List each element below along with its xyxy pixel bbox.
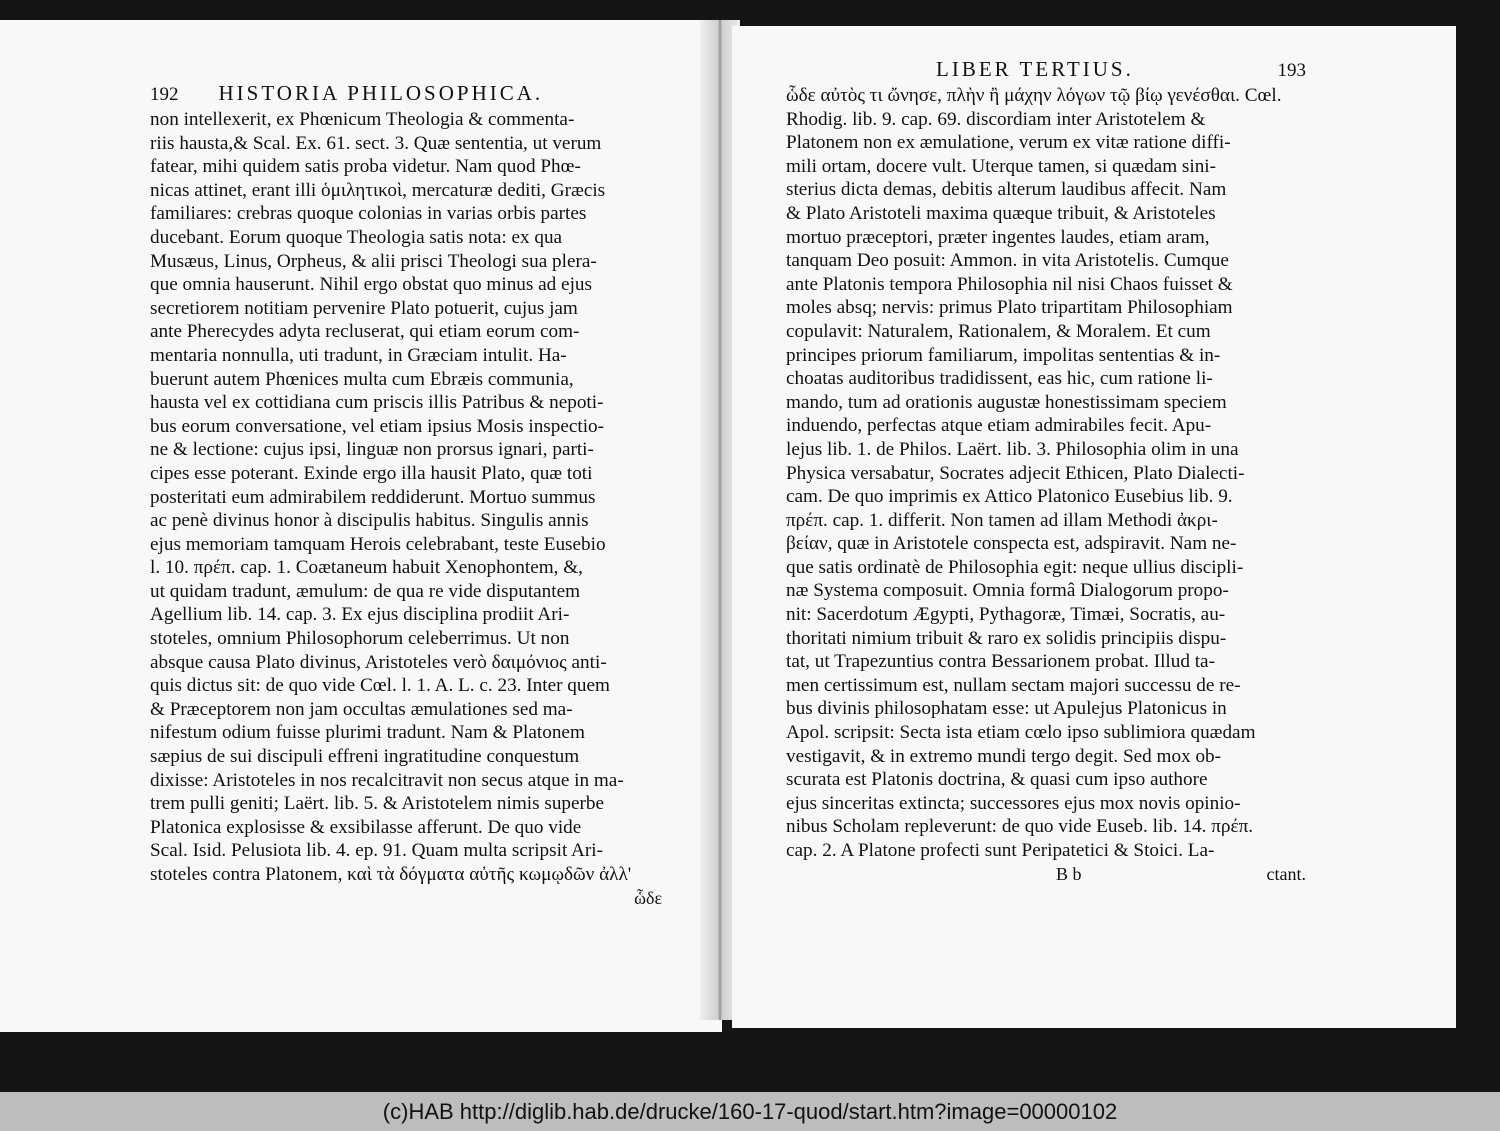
left-text-line: hausta vel ex cottidiana cum priscis illis Patribus & nepoti- [150,392,604,414]
left-text-line: stoteles, omnium Philosophorum celeberrimus. Ut non [150,628,570,650]
right-text-line: cam. De quo imprimis ex Attico Platonico Eusebius lib. 9. [786,486,1233,508]
left-text-line: stoteles contra Platonem, καὶ τὰ δόγματα αὐτῆς κωμῳδῶν ἀλλ' [150,864,632,885]
attribution-bar [0,1092,1500,1131]
left-text-line: trem pulli geniti; Laërt. lib. 5. & Aristotelem nimis superbe [150,793,605,815]
attribution-text: (c)HAB http://diglib.hab.de/drucke/160-17-quod/start.htm?image=00000102 [382,1098,1118,1124]
right-text-line: næ Systema composuit. Omnia formâ Dialogorum propo- [786,580,1229,602]
right-text-line: Physica versabatur, Socrates adjecit Ethicen, Plato Dialecti- [786,462,1245,484]
right-text-line: Rhodig. lib. 9. cap. 69. discordiam inter Aristotelem & [786,108,1206,130]
right-text-line: nibus Scholam repleverunt: de quo vide Euseb. lib. 14. πρέπ. [786,816,1254,838]
left-text-line: & Præceptorem non jam occultas æmulationes sed ma- [150,698,573,720]
right-catchword: ctant. [1266,863,1306,884]
left-text-line: quis dictus sit: de quo vide Cœl. l. 1. A. L. c. 23. Inter quem [150,675,610,697]
left-running-head [150,80,682,108]
left-text-line: mentaria nonnulla, uti tradunt, in Græciam intulit. Ha- [150,344,567,366]
left-body-text [150,108,682,887]
left-text-line: ut quidam tradunt, æmulum: de qua re vide disputantem [150,580,581,602]
left-text-line: Scal. Isid. Pelusiota lib. 4. ep. 91. Quam multa scripsit Ari- [150,840,603,862]
right-text-line: cap. 2. A Platone profecti sunt Peripatetici & Stoici. La- [786,840,1215,861]
right-body-text [786,84,1306,863]
left-text-line: fatear, mihi quidem satis proba videtur. Nam quod Phœ- [150,156,581,178]
left-text-line: Musæus, Linus, Orpheus, & alii prisci Theologi sua plera- [150,250,597,272]
left-text-line: absque causa Plato divinus, Aristoteles verò δαιμόνιος anti- [150,651,607,673]
right-text-line: choatas auditoribus tradidissent, eas hic, cum ratione li- [786,368,1213,390]
right-text-line: moles absq; nervis: primus Plato tripartitam Philosophiam [786,297,1233,319]
right-text-line: Platonem non ex æmulatione, verum ex vitæ ratione diffi- [786,132,1231,154]
left-text-line: nicas attinet, erant illi ὁμιλητικοὶ, mercaturæ dediti, Græcis [150,179,606,201]
right-text-line: vestigavit, & in extremo mundi tergo degit. Sed mox ob- [786,745,1222,767]
left-text-line: cipes esse poterant. Exinde ergo illa hausit Plato, quæ toti [150,462,593,484]
left-text-line: sæpius de sui discipuli effreni ingratitudine conquestum [150,746,580,768]
left-text-line: Agellium lib. 14. cap. 3. Ex ejus disciplina prodiit Ari- [150,604,570,626]
right-text-line: mando, tum ad orationis augustæ honestissimam speciem [786,391,1227,413]
right-text-line: nit: Sacerdotum Ægypti, Pythagoræ, Timæi, Socratis, au- [786,604,1226,626]
right-text-line: ante Platonis tempora Philosophia nil nisi Chaos fuisset & [786,273,1233,295]
signature-mark: B b [1056,863,1082,884]
left-text-line: ducebant. Eorum quoque Theologia satis nota: ex qua [150,226,563,248]
left-catchword-row [150,887,682,909]
right-text-line: sterius dicta demas, debitis alterum laudibus affecit. Nam [786,179,1227,201]
left-page-number: 192 [150,84,179,105]
left-text-line: familiares: crebras quoque colonias in varias orbis partes [150,203,587,225]
left-text-line: non intellexerit, ex Phœnicum Theologia & commenta- [150,109,575,130]
left-text-line: ne & lectione: cujus ipsi, linguæ non prorsus ignari, parti- [150,439,594,461]
right-text-line: men certissimum est, nullam sectam majori successu de re- [786,674,1241,696]
left-text-line: riis hausta,& Scal. Ex. 61. sect. 3. Quæ sententia, ut verum [150,132,602,154]
right-text-line: & Plato Aristoteli maxima quæque tribuit, & Aristoteles [786,202,1216,224]
left-text-line: secretiorem notitiam pervenire Plato potuerit, cujus jam [150,297,578,319]
left-text-line: ante Pherecydes adyta recluserat, qui etiam eorum com- [150,321,580,343]
right-text-line: ὧδε αὐτὸς τι ὤνησε, πλὴν ἢ μάχην λόγων τῷ βίῳ γενέσθαι. Cœl. [786,85,1282,106]
right-text-line: βείαν, quæ in Aristotele conspecta est, adspiravit. Nam ne- [786,533,1237,555]
right-text-line: induendo, perfectas atque etiam admirabiles fecit. Apu- [786,415,1212,437]
right-text-line: copulavit: Naturalem, Rationalem, & Moralem. Et cum [786,320,1211,342]
right-text-line: tanquam Deo posuit: Ammon. in vita Aristotelis. Cumque [786,250,1229,272]
left-catchword: ὧδε [634,887,662,908]
right-text-line: bus divinis philosophatam esse: ut Apulejus Platonicus in [786,698,1227,720]
right-text-line: Apol. scripsit: Secta ista etiam cœlo ipso sublimiora quædam [786,722,1256,744]
right-text-line: scurata est Platonis doctrina, & quasi cum ipso authore [786,769,1208,791]
right-page [732,26,1456,1028]
right-text-line: que satis ordinatè de Philosophia egit: neque ullius discipli- [786,556,1244,578]
right-catchword-row [786,863,1306,885]
left-text-line: ac penè divinus honor à discipulis habitus. Singulis annis [150,510,589,532]
left-text-line: l. 10. πρέπ. cap. 1. Coætaneum habuit Xenophontem, &, [150,557,583,579]
right-text-line: mortuo præceptori, præter ingentes laudes, etiam aram, [786,226,1210,248]
left-text-line: dixisse: Aristoteles in nos recalcitravit non secus atque in ma- [150,769,624,791]
left-text-line: bus eorum conversatione, vel etiam ipsius Mosis inspectio- [150,415,605,437]
left-text-line: nifestum odium fuisse plurimi tradunt. Nam & Platonem [150,722,585,744]
right-text-line: lejus lib. 1. de Philos. Laërt. lib. 3. Philosophia olim in una [786,438,1239,460]
left-page [0,20,722,1032]
left-text-line: Platonica explosisse & exsibilasse afferunt. De quo vide [150,816,582,838]
right-text-line: mili ortam, docere vult. Uterque tamen, si quædam sini- [786,155,1217,177]
left-running-title: HISTORIA PHILOSOPHICA. [218,81,544,105]
right-text-line: ejus sinceritas extincta; successores ejus mox novis opinio- [786,792,1241,814]
left-text-line: posteritati eum admirabilem reddiderunt. Mortuo summus [150,486,596,508]
right-running-head [786,56,1306,84]
right-running-title: LIBER TERTIUS. [936,57,1134,81]
left-text-line: buerunt autem Phœnices multa cum Ebræis communia, [150,368,574,390]
right-text-line: principes priorum familiarum, impolitas sententias & in- [786,344,1221,366]
left-text-line: que omnia hauserunt. Nihil ergo obstat quo minus ad ejus [150,274,592,296]
right-text-line: tat, ut Trapezuntius contra Bessarionem probat. Illud ta- [786,651,1215,673]
right-page-number: 193 [1277,60,1306,81]
right-text-line: πρέπ. cap. 1. differit. Non tamen ad illam Methodi ἀκρι- [786,509,1218,531]
right-text-line: thoritati nimium tribuit & raro ex solidis principiis dispu- [786,627,1227,649]
left-text-line: ejus memoriam tamquam Herois celebrabant, teste Eusebio [150,533,606,555]
